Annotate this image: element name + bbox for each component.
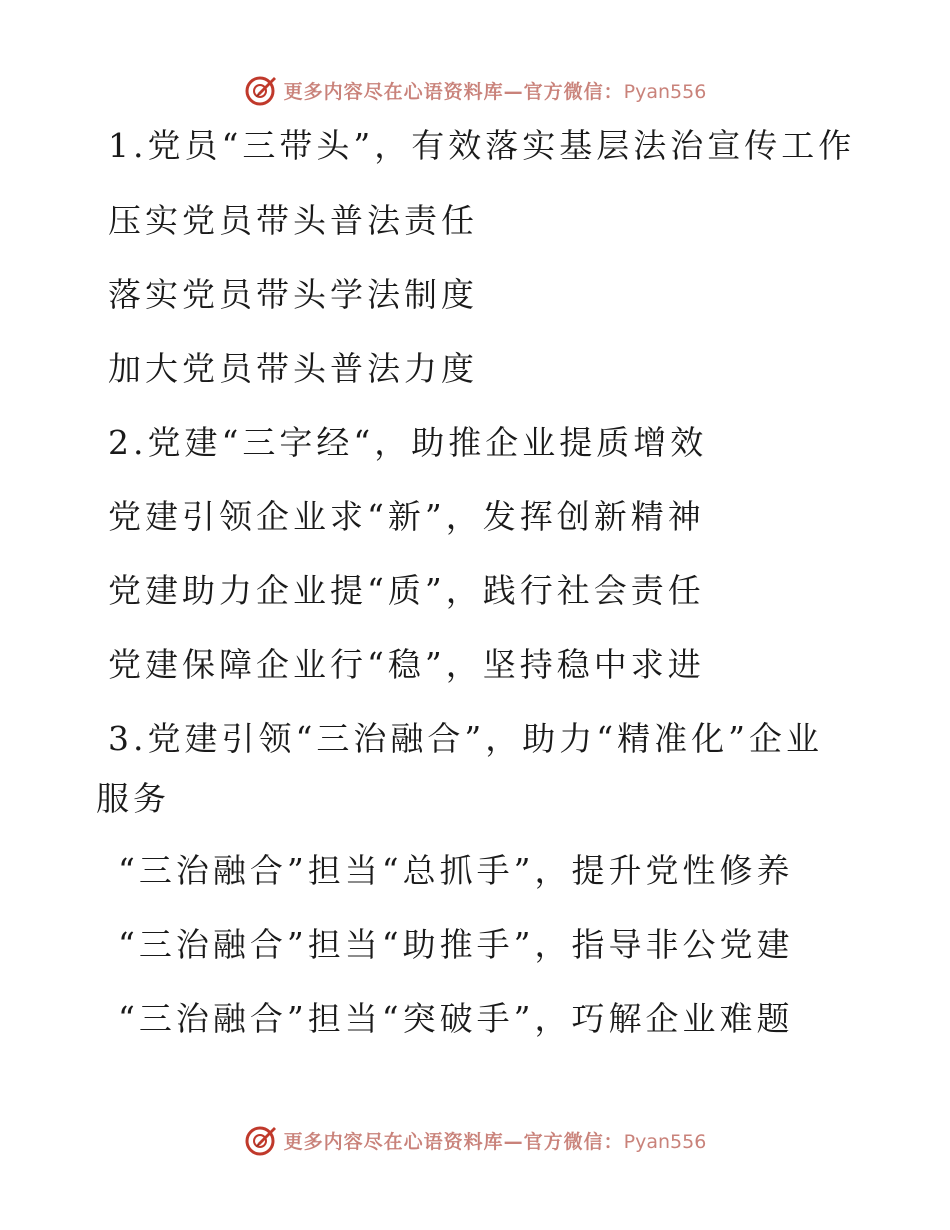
paragraph-line: 落实党员带头学法制度 xyxy=(108,275,478,314)
watermark-text: 更多内容尽在心语资料库—官方微信：Pyan556 xyxy=(283,80,707,103)
paragraph-line: 加大党员带头普法力度 xyxy=(108,349,478,388)
section-heading-3-continued: 服务 xyxy=(96,779,170,818)
paragraph-line: “三治融合”担当“助推手”，指导非公党建 xyxy=(118,925,794,964)
paragraph-line: 党建保障企业行“稳”，坚持稳中求进 xyxy=(108,645,705,684)
watermark-footer xyxy=(0,1120,950,1160)
paragraph-line: 党建引领企业求“新”，发挥创新精神 xyxy=(108,497,705,536)
pen-logo-icon xyxy=(244,73,278,107)
section-heading-1: 1.党员“三带头”，有效落实基层法治宣传工作 xyxy=(108,126,856,165)
watermark-header xyxy=(0,70,950,110)
watermark-text: 更多内容尽在心语资料库—官方微信：Pyan556 xyxy=(283,1130,707,1153)
pen-logo-icon xyxy=(244,1123,278,1157)
section-heading-3: 3.党建引领“三治融合”，助力“精准化”企业 xyxy=(108,719,823,758)
paragraph-line: 压实党员带头普法责任 xyxy=(108,201,478,240)
paragraph-line: “三治融合”担当“突破手”，巧解企业难题 xyxy=(118,999,794,1038)
paragraph-line: 党建助力企业提“质”，践行社会责任 xyxy=(108,571,705,610)
paragraph-line: “三治融合”担当“总抓手”，提升党性修养 xyxy=(118,851,794,890)
section-heading-2: 2.党建“三字经“，助推企业提质增效 xyxy=(108,423,708,462)
